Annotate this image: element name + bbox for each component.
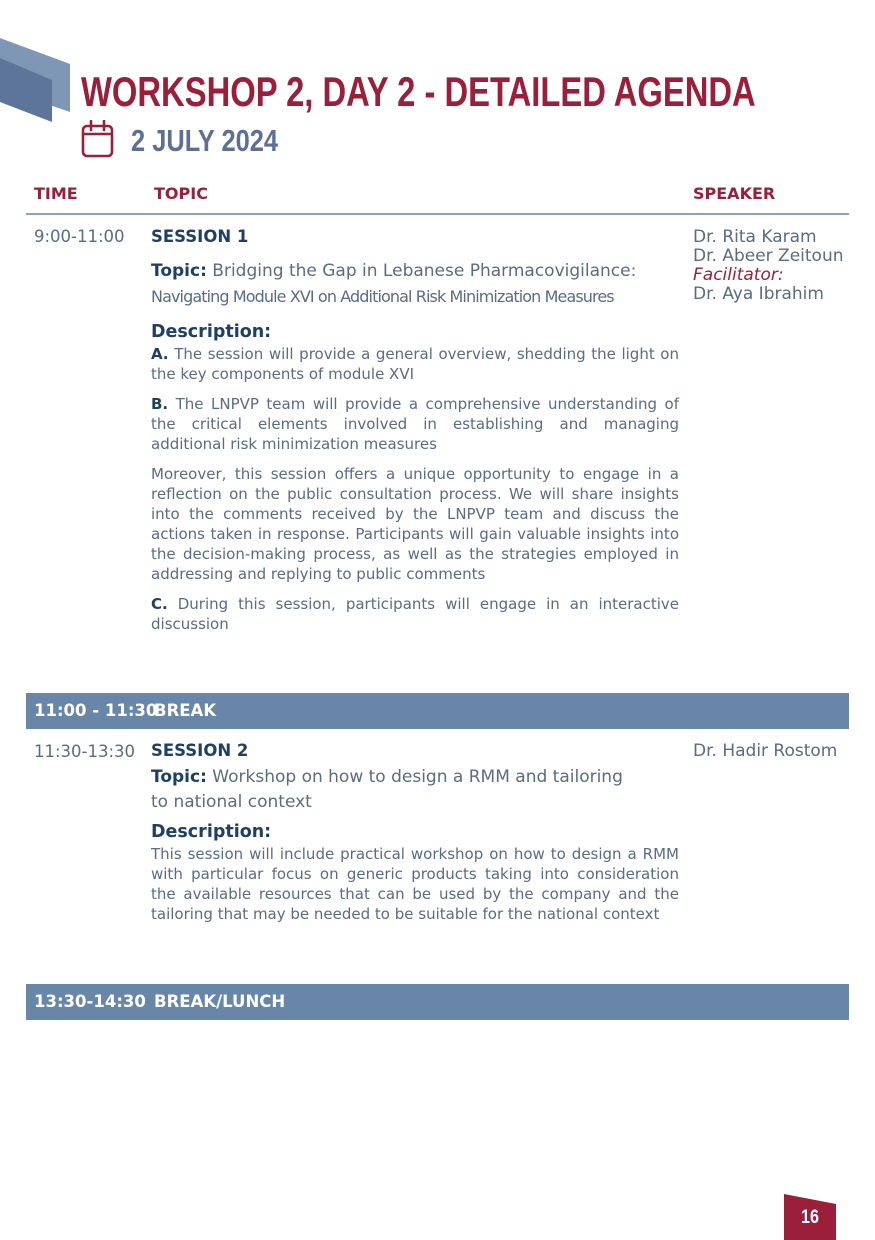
session-2-topic	[151, 765, 671, 815]
topic-line-2: Navigating Module XVI on Additional Risk Minimization Measures	[151, 287, 614, 306]
page-number: 16	[801, 1207, 819, 1228]
topic-line-2: to national context	[151, 792, 312, 812]
facilitator-label: Facilitator:	[693, 265, 784, 285]
break-time: 11:00 - 11:30	[34, 701, 158, 720]
session-1-speakers	[693, 228, 844, 304]
header-topic: TOPIC	[154, 184, 208, 203]
break-label: BREAK	[154, 701, 217, 720]
session-2-description-label: Description:	[151, 822, 272, 842]
speaker-name: Dr. Abeer Zeitoun	[693, 246, 844, 266]
corner-decoration	[0, 0, 80, 130]
lunch-break-row	[26, 984, 849, 1020]
session-1-topic	[151, 259, 691, 309]
speaker-name: Dr. Rita Karam	[693, 227, 817, 247]
page-title: WORKSHOP 2, DAY 2 - DETAILED AGENDA	[81, 68, 756, 115]
topic-line-1: Workshop on how to design a RMM and tailoring	[212, 767, 623, 787]
header-speaker: SPEAKER	[693, 184, 776, 203]
session-2-description: This session will include practical workshop on how to design a RMM with particular focus on generic products taking into consideration the available resources that can be used by the company and the tailoring that may be needed to be suitable for the national context	[151, 845, 679, 923]
topic-label: Topic:	[151, 261, 207, 281]
facilitator-name: Dr. Aya Ibrahim	[693, 284, 824, 304]
calendar-icon	[81, 120, 115, 158]
break-row	[26, 693, 849, 729]
session-1-title: SESSION 1	[151, 227, 249, 246]
session-1-description	[151, 344, 679, 634]
break-time: 13:30-14:30	[34, 992, 146, 1011]
description-paragraph-c: C. During this session, participants will engage in an interactive discussion	[151, 595, 679, 633]
agenda-date: 2 JULY 2024	[131, 123, 278, 158]
header-time: TIME	[34, 184, 78, 203]
session-2-time: 11:30-13:30	[34, 742, 136, 761]
session-1-time: 9:00-11:00	[34, 227, 125, 246]
header-divider	[26, 213, 849, 215]
description-paragraph-moreover: Moreover, this session offers a unique opportunity to engage in a reflection on the public consultation process. We will share insights into the comments received by the LNPVP team and discuss the actions taken in response. Participants will gain valuable insights into the decision-making process, as well as the strategies employed in addressing and replying to public comments	[151, 465, 679, 583]
topic-label: Topic:	[151, 767, 207, 787]
topic-line-1: Bridging the Gap in Lebanese Pharmacovigilance:	[212, 261, 637, 281]
session-2-title: SESSION 2	[151, 741, 249, 760]
description-paragraph-b: B. The LNPVP team will provide a comprehensive understanding of the critical elements involved in establishing and managing additional risk minimization measures	[151, 395, 679, 453]
description-paragraph-a: A. The session will provide a general overview, shedding the light on the key components of module XVI	[151, 345, 679, 383]
break-label: BREAK/LUNCH	[154, 992, 286, 1011]
session-2-speaker: Dr. Hadir Rostom	[693, 741, 838, 761]
session-1-description-label: Description:	[151, 322, 272, 342]
